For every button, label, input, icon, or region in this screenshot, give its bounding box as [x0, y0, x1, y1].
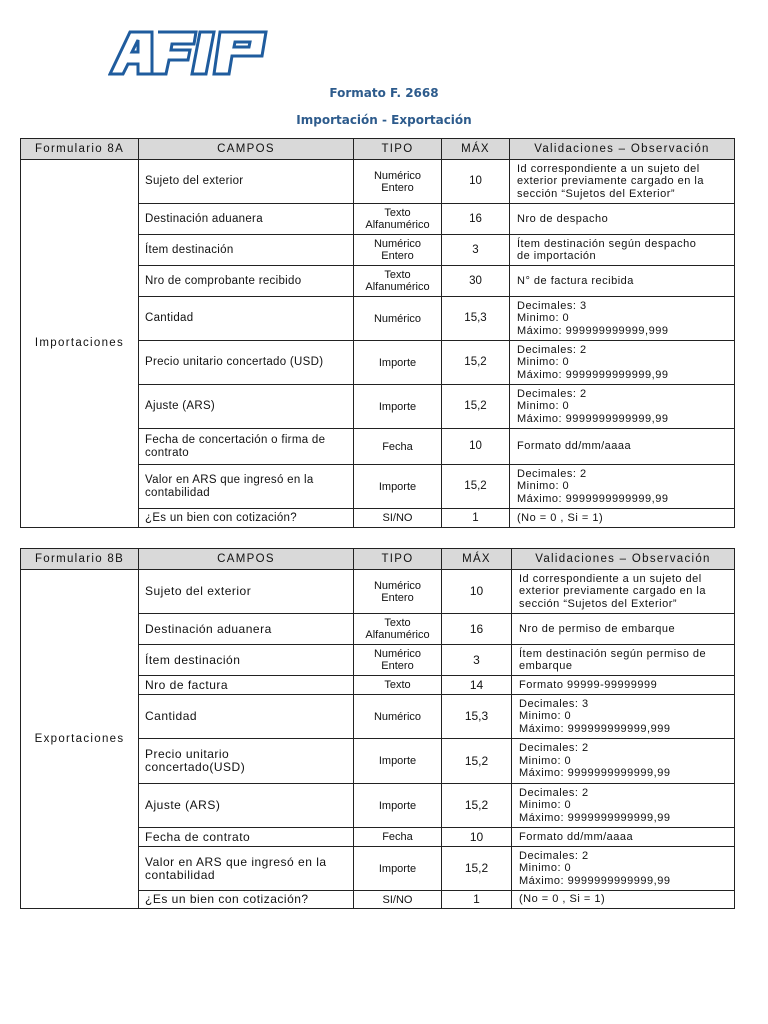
max-cell: 15,2 [442, 847, 512, 891]
validation-cell: N° de factura recibida [510, 266, 735, 297]
section-label: Importaciones [21, 160, 139, 528]
max-cell: 30 [442, 266, 510, 297]
type-cell: Importe [354, 465, 442, 509]
max-cell: 15,2 [442, 784, 512, 828]
max-cell: 15,2 [442, 465, 510, 509]
type-cell: Importe [354, 847, 442, 891]
max-cell: 3 [442, 235, 510, 266]
validation-cell: Decimales: 2 Minimo: 0 Máximo: 9999999999999,99 [512, 847, 735, 891]
max-cell: 10 [442, 429, 510, 465]
field-name-cell: Nro de factura [139, 676, 354, 695]
type-cell: Numérico Entero [354, 160, 442, 204]
max-cell: 14 [442, 676, 512, 695]
validation-cell: Decimales: 2 Minimo: 0 Máximo: 9999999999999,99 [510, 385, 735, 429]
max-cell: 15,2 [442, 739, 512, 784]
type-cell: Texto [354, 676, 442, 695]
validation-cell: Nro de permiso de embarque [512, 614, 735, 645]
max-cell: 10 [442, 160, 510, 204]
field-name-cell: Fecha de concertación o firma de contrato [139, 429, 354, 465]
validation-cell: Id correspondiente a un sujeto del exterior previamente cargado en la sección “Sujetos del Exterior” [512, 570, 735, 614]
document-subtitle: Importación - Exportación [296, 113, 472, 127]
validation-cell: Formato 99999-99999999 [512, 676, 735, 695]
field-name-cell: Fecha de contrato [139, 828, 354, 847]
field-name-cell: Precio unitario concertado(USD) [139, 739, 354, 784]
field-name-cell: Ajuste (ARS) [139, 385, 354, 429]
validation-cell: Ítem destinación según permiso de embarque [512, 645, 735, 676]
type-cell: Fecha [354, 828, 442, 847]
validation-cell: Decimales: 3 Minimo: 0 Máximo: 999999999999,999 [512, 695, 735, 739]
import-table [20, 138, 735, 528]
validation-cell: Decimales: 2 Minimo: 0 Máximo: 9999999999999,99 [510, 341, 735, 385]
header-formulario: Formulario 8A [21, 139, 139, 160]
afip-logo [108, 30, 270, 76]
type-cell: Texto Alfanumérico [354, 614, 442, 645]
max-cell: 15,3 [442, 297, 510, 341]
field-name-cell: Precio unitario concertado (USD) [139, 341, 354, 385]
export-table-body [21, 570, 735, 909]
type-cell: Numérico Entero [354, 570, 442, 614]
type-cell: Numérico Entero [354, 645, 442, 676]
validation-cell: (No = 0 , Si = 1) [510, 509, 735, 528]
type-cell: Importe [354, 385, 442, 429]
field-name-cell: Nro de comprobante recibido [139, 266, 354, 297]
header-max: MÁX [442, 549, 512, 570]
validation-cell: Formato dd/mm/aaaa [512, 828, 735, 847]
validation-cell: Ítem destinación según despacho de importación [510, 235, 735, 266]
validation-cell: Nro de despacho [510, 204, 735, 235]
validation-cell: (No = 0 , Si = 1) [512, 891, 735, 909]
header-validaciones: Validaciones – Observación [512, 549, 735, 570]
validation-cell: Id correspondiente a un sujeto del exterior previamente cargado en la sección “Sujetos del Exterior” [510, 160, 735, 204]
field-name-cell: Destinación aduanera [139, 204, 354, 235]
validation-cell: Decimales: 2 Minimo: 0 Máximo: 9999999999999,99 [512, 739, 735, 784]
max-cell: 15,3 [442, 695, 512, 739]
type-cell: Importe [354, 341, 442, 385]
field-name-cell: Cantidad [139, 297, 354, 341]
type-cell: Numérico [354, 695, 442, 739]
field-name-cell: Valor en ARS que ingresó en la contabilidad [139, 465, 354, 509]
field-name-cell: Valor en ARS que ingresó en la contabilidad [139, 847, 354, 891]
import-table-body [21, 160, 735, 528]
table-row [21, 160, 735, 204]
field-name-cell: Destinación aduanera [139, 614, 354, 645]
type-cell: Importe [354, 784, 442, 828]
table-row [21, 570, 735, 614]
document-title: Formato F. 2668 [329, 86, 439, 100]
type-cell: Numérico Entero [354, 235, 442, 266]
table-header-row [21, 139, 735, 160]
header-max: MÁX [442, 139, 510, 160]
field-name-cell: ¿Es un bien con cotización? [139, 509, 354, 528]
max-cell: 1 [442, 891, 512, 909]
field-name-cell: Ajuste (ARS) [139, 784, 354, 828]
export-table [20, 548, 735, 909]
header-campos: CAMPOS [139, 139, 354, 160]
type-cell: SI/NO [354, 509, 442, 528]
type-cell: Texto Alfanumérico [354, 204, 442, 235]
type-cell: Numérico [354, 297, 442, 341]
field-name-cell: Sujeto del exterior [139, 570, 354, 614]
table-header-row [21, 549, 735, 570]
type-cell: Importe [354, 739, 442, 784]
header-validaciones: Validaciones – Observación [510, 139, 735, 160]
field-name-cell: Ítem destinación [139, 645, 354, 676]
section-label: Exportaciones [21, 570, 139, 909]
max-cell: 3 [442, 645, 512, 676]
max-cell: 15,2 [442, 385, 510, 429]
max-cell: 1 [442, 509, 510, 528]
validation-cell: Formato dd/mm/aaaa [510, 429, 735, 465]
max-cell: 10 [442, 828, 512, 847]
type-cell: Fecha [354, 429, 442, 465]
field-name-cell: ¿Es un bien con cotización? [139, 891, 354, 909]
type-cell: SI/NO [354, 891, 442, 909]
validation-cell: Decimales: 2 Minimo: 0 Máximo: 9999999999999,99 [510, 465, 735, 509]
field-name-cell: Ítem destinación [139, 235, 354, 266]
validation-cell: Decimales: 2 Minimo: 0 Máximo: 9999999999999,99 [512, 784, 735, 828]
field-name-cell: Cantidad [139, 695, 354, 739]
header-tipo: TIPO [354, 549, 442, 570]
header-campos: CAMPOS [139, 549, 354, 570]
validation-cell: Decimales: 3 Minimo: 0 Máximo: 999999999999,999 [510, 297, 735, 341]
header-tipo: TIPO [354, 139, 442, 160]
field-name-cell: Sujeto del exterior [139, 160, 354, 204]
max-cell: 16 [442, 204, 510, 235]
type-cell: Texto Alfanumérico [354, 266, 442, 297]
header-formulario: Formulario 8B [21, 549, 139, 570]
max-cell: 15,2 [442, 341, 510, 385]
max-cell: 10 [442, 570, 512, 614]
max-cell: 16 [442, 614, 512, 645]
